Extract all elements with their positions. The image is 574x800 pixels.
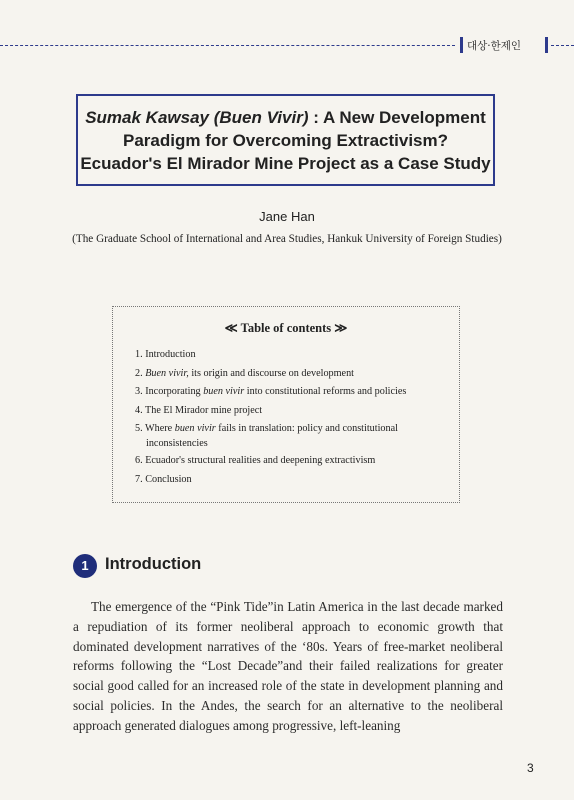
body-text [73,597,503,736]
running-header: 대상·한제인 [467,40,522,52]
toc-heading: ≪ Table of contents ≫ [224,321,348,335]
title-italic: Sumak Kawsay (Buen Vivir) [85,107,309,127]
toc-item: 4. The El Mirador mine project [135,404,263,416]
toc-item: 6. Ecuador's structural realities and deepening extractivism [135,455,376,467]
toc-item: 7. Conclusion [135,473,192,485]
header-bar-left [460,37,463,53]
toc-item: 3. Incorporating buen vivir into constitutional reforms and policies [135,386,407,398]
title-line-3: Ecuador's El Mirador Mine Project as a Case Study [80,153,491,173]
toc-item: 2. Buen vivir, its origin and discourse on development [135,367,354,379]
author-affiliation: (The Graduate School of International and Area Studies, Hankuk University of Foreign Studies) [72,233,502,245]
section-title: Introduction [105,555,202,573]
section-number-badge: 1 [73,554,97,578]
title-line-2: Paradigm for Overcoming Extractivism? [123,130,448,150]
toc-item: 1. Introduction [135,349,196,360]
title-box [76,94,495,186]
toc-item: 5. Where buen vivir fails in translation: policy and constitutional inconsistencies [135,423,398,450]
title-line1-rest: : A New Development [308,107,486,127]
title-line-1 [85,106,486,129]
header-bar-right [545,37,548,53]
author-name: Jane Han [259,209,315,224]
body-paragraph: The emergence of the “Pink Tide”in Latin America in the last decade marked a repudiation of its former neoliberal approach to economic growth that dominated development narratives of the ‘80s. Years of free-market neoliberal reforms following the “Lost Decade”and their failed realizations for greater social good called for an increased role of the state in development planning and social policies. In the Andes, the search for an alternative to the neoliberal approach generated dialogues among progressive, left-leaning [73,599,503,733]
header-dashed-rule [0,45,455,46]
toc-list [135,347,406,491]
page-number: 3 [527,761,534,775]
header-dashed-rule-end [551,45,574,46]
table-of-contents [112,306,460,503]
